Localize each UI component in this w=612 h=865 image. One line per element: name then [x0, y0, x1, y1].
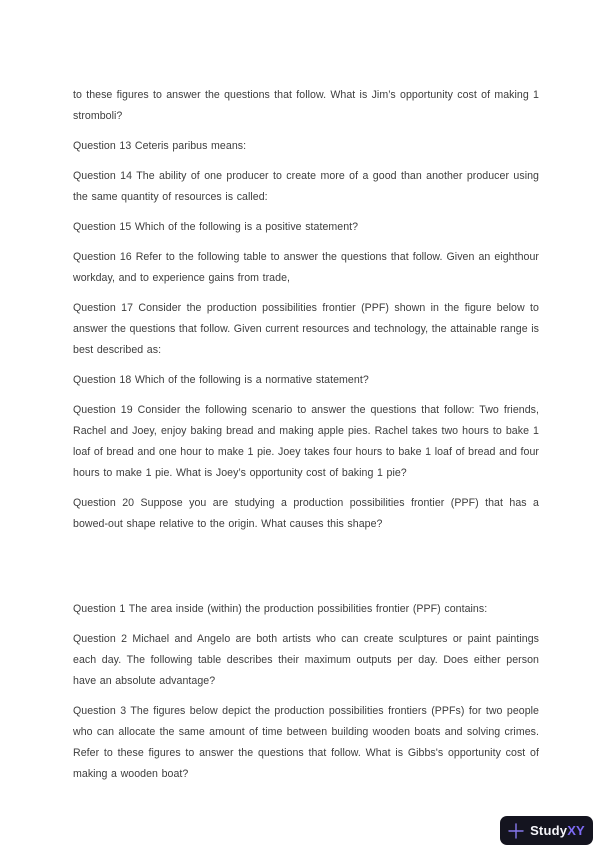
logo-text-xy: XY	[567, 823, 585, 838]
paragraph-question-17: Question 17 Consider the production possibilities frontier (PPF) shown in the figure below to answer the questions that follow. Given current resources and technology, the attainable range is best described as:	[73, 302, 539, 356]
plus-icon	[508, 823, 524, 839]
paragraph-question-2: Question 2 Michael and Angelo are both artists who can create sculptures or paint paintings each day. The following table describes their maximum outputs per day. Does either person have an absolute advantage?	[73, 633, 539, 687]
paragraph-question-20: Question 20 Suppose you are studying a production possibilities frontier (PPF) that has a bowed-out shape relative to the origin. What causes this shape?	[73, 497, 539, 530]
paragraph-question-19: Question 19 Consider the following scenario to answer the questions that follow: Two friends, Rachel and Joey, enjoy baking bread and making apple pies. Rachel takes two hours to bake 1 loaf of bread and one hour to make 1 pie. Joey takes four hours to bake 1 loaf of bread and four hours to make 1 pie. What is Joey’s opportunity cost of baking 1 pie?	[73, 404, 539, 479]
paragraph-question-1: Question 1 The area inside (within) the production possibilities frontier (PPF) contains:	[73, 603, 488, 615]
paragraph-question-14: Question 14 The ability of one producer to create more of a good than another producer using the same quantity of resources is called:	[73, 170, 539, 203]
paragraph-question-15: Question 15 Which of the following is a positive statement?	[73, 221, 359, 233]
paragraph-question-3: Question 3 The figures below depict the production possibilities frontiers (PPFs) for two people who can allocate the same amount of time between building wooden boats and solving crimes. Refer to these figures to answer the questions that follow. What is Gibbs's opportunity cost of making a wooden boat?	[73, 705, 539, 780]
paragraph-continuation-q12: to these figures to answer the questions that follow. What is Jim’s opportunity cost of making 1 stromboli?	[73, 89, 539, 122]
paragraph-question-18: Question 18 Which of the following is a normative statement?	[73, 374, 369, 386]
logo-brand-text	[530, 823, 585, 838]
logo-text-study: Study	[530, 823, 568, 838]
paragraph-question-16: Question 16 Refer to the following table to answer the questions that follow. Given an eighthour workday, and to experience gains from trade,	[73, 251, 539, 284]
paragraph-question-13: Question 13 Ceteris paribus means:	[73, 140, 247, 152]
studyxy-logo[interactable]	[500, 816, 593, 845]
document-body	[73, 85, 539, 794]
